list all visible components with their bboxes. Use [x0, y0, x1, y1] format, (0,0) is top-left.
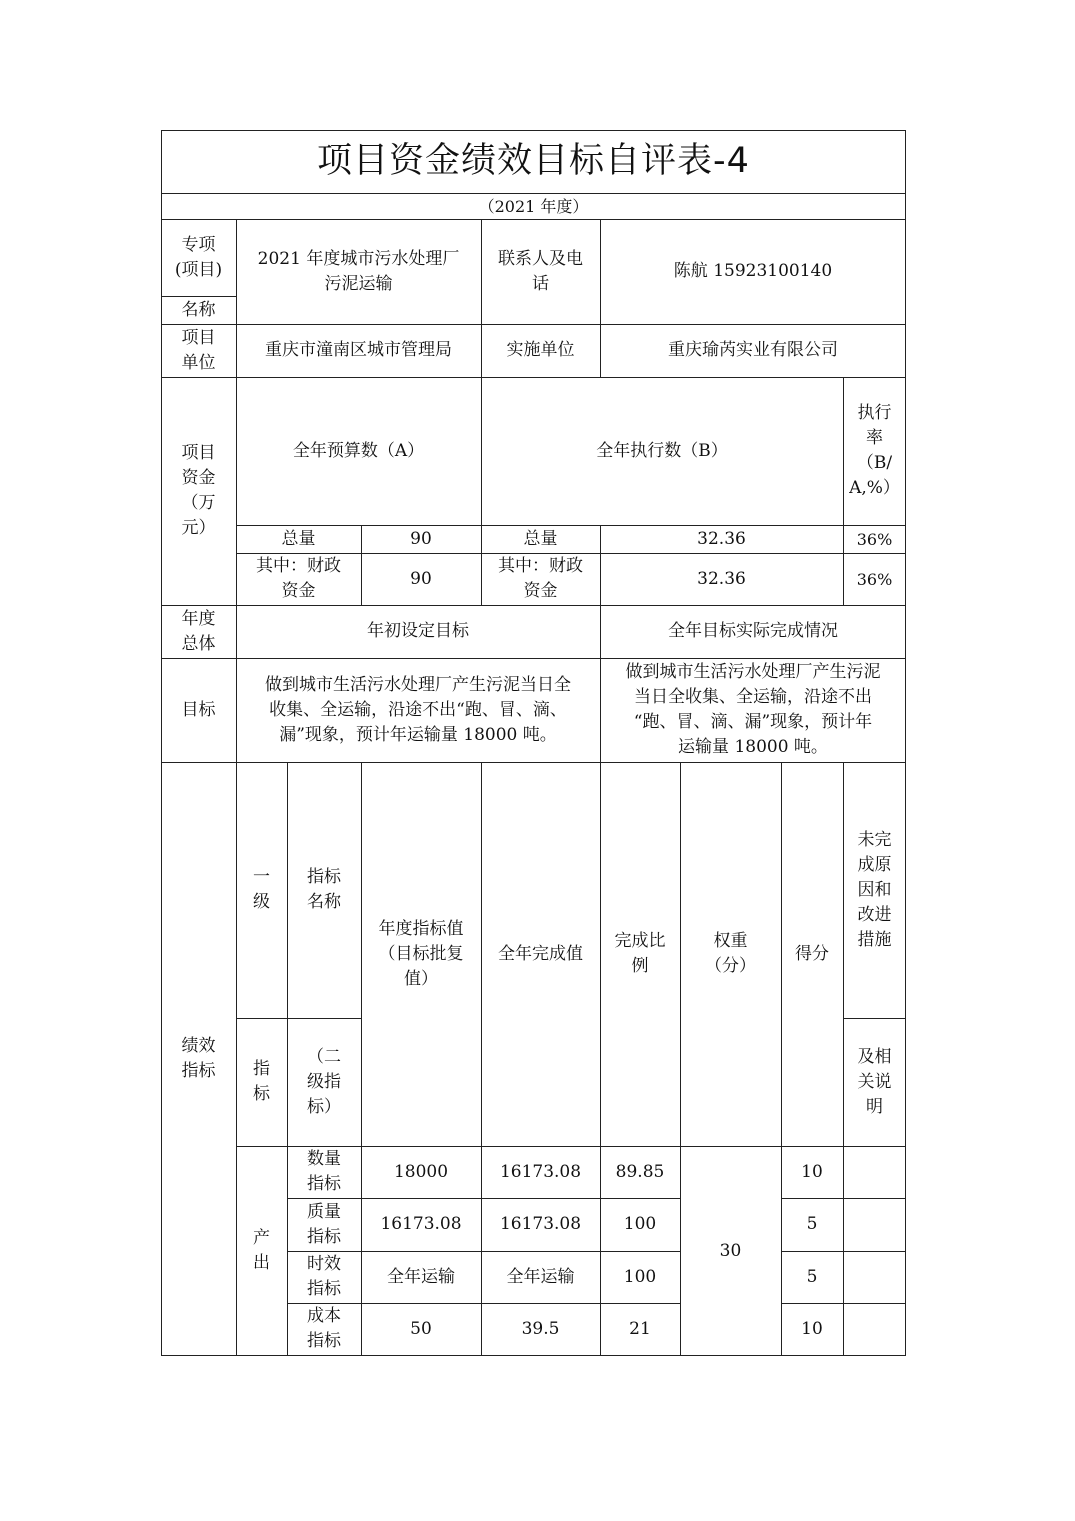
fiscal-exec-label: 其中：财政 资金 [498, 556, 583, 601]
row-name: 时效 指标 [307, 1254, 341, 1299]
row-score: 5 [806, 1266, 818, 1287]
row-ratio: 100 [623, 1214, 657, 1234]
row-actual: 39.5 [521, 1318, 560, 1339]
row-reason [843, 1146, 906, 1198]
project-unit-label: 项目 单位 [181, 327, 216, 373]
row-ratio: 21 [629, 1318, 651, 1339]
row-target: 18000 [393, 1161, 449, 1182]
impl-unit-value: 重庆瑜芮实业有限公司 [668, 340, 838, 360]
self-evaluation-table [161, 130, 906, 1356]
ratio-header: 完成比 例 [614, 931, 666, 976]
reason-header-bottom: 及相 关说 明 [857, 1046, 892, 1117]
contact-value: 陈航 15923100140 [673, 261, 833, 281]
row-name: 成本 指标 [307, 1306, 341, 1351]
fiscal-rate-value: 36% [856, 569, 893, 589]
row-target: 全年运输 [387, 1266, 455, 1287]
rate-header: 执行 率 （B/ A,%） [849, 403, 900, 498]
total-budget-value: 90 [410, 528, 432, 549]
reason-header-top: 未完 成原 因和 改进 措施 [857, 829, 892, 950]
row-name: 质量 指标 [307, 1201, 341, 1247]
exec-header: 全年执行数（B） [596, 440, 728, 461]
project-name-value: 2021 年度城市污水处理厂 污泥运输 [257, 248, 460, 294]
row-actual: 全年运输 [506, 1266, 575, 1287]
row-actual: 16173.08 [499, 1214, 582, 1234]
funds-label: 项目 资金 （万 元） [181, 443, 216, 538]
project-name-label-2: 名称 [181, 299, 216, 320]
row-reason [843, 1198, 906, 1251]
weight-header: 权重 （分） [705, 931, 756, 976]
total-exec-value: 32.36 [697, 528, 746, 549]
category-output: 产 出 [253, 1228, 270, 1273]
level1-header-bottom: 指 标 [253, 1059, 270, 1104]
total-budget-label: 总量 [281, 528, 316, 549]
fiscal-budget-value: 90 [410, 568, 432, 589]
total-rate-value: 36% [856, 529, 893, 549]
row-name: 数量 指标 [307, 1149, 341, 1194]
indicator-name-header-top: 指标 名称 [307, 867, 341, 912]
actual-goal-header: 全年目标实际完成情况 [668, 621, 838, 641]
row-actual: 16173.08 [499, 1161, 582, 1182]
row-ratio: 100 [623, 1266, 657, 1287]
score-header: 得分 [795, 943, 829, 964]
row-score: 10 [801, 1161, 823, 1182]
row-score: 5 [806, 1214, 818, 1234]
row-reason [843, 1303, 906, 1355]
target-header: 年度指标值 （目标批复 值） [378, 918, 464, 989]
project-unit-value: 重庆市潼南区城市管理局 [265, 340, 452, 360]
actual-header: 全年完成值 [498, 943, 583, 964]
row-target: 16173.08 [380, 1214, 462, 1234]
row-score: 10 [801, 1318, 823, 1339]
perf-label: 绩效 指标 [181, 1036, 216, 1081]
actual-goal-text: 做到城市生活污水处理厂产生污泥 当日全收集、全运输，沿途不出 “跑、冒、滴、漏”现象，预计年 运输量 18000 吨。 [625, 662, 881, 757]
impl-unit-label: 实施单位 [506, 340, 575, 360]
project-name-label: 专项 (项目) [174, 234, 223, 280]
row-reason [843, 1251, 906, 1303]
indicator-name-header-bottom: （二 级指 标） [307, 1046, 341, 1117]
initial-goal-header: 年初设定目标 [367, 621, 469, 641]
weight-total: 30 [719, 1240, 742, 1261]
row-ratio: 89.85 [615, 1161, 665, 1182]
year-label: （2021 年度） [478, 196, 589, 216]
goal-label-2: 目标 [181, 699, 216, 720]
page-title: 项目资金绩效目标自评表-4 [317, 141, 750, 181]
budget-header: 全年预算数（A） [292, 440, 425, 461]
fiscal-exec-value: 32.36 [697, 568, 746, 589]
level1-header-top: 一 级 [253, 867, 270, 912]
row-target: 50 [410, 1318, 432, 1339]
contact-label: 联系人及电 话 [498, 248, 583, 294]
goal-label-1: 年度 总体 [181, 608, 216, 654]
total-exec-label: 总量 [523, 528, 558, 549]
fiscal-budget-label: 其中：财政 资金 [256, 556, 341, 601]
initial-goal-text: 做到城市生活污水处理厂产生污泥当日全 收集、全运输，沿途不出“跑、冒、滴、 漏”现象，预计年运输量 18000 吨。 [265, 674, 571, 745]
